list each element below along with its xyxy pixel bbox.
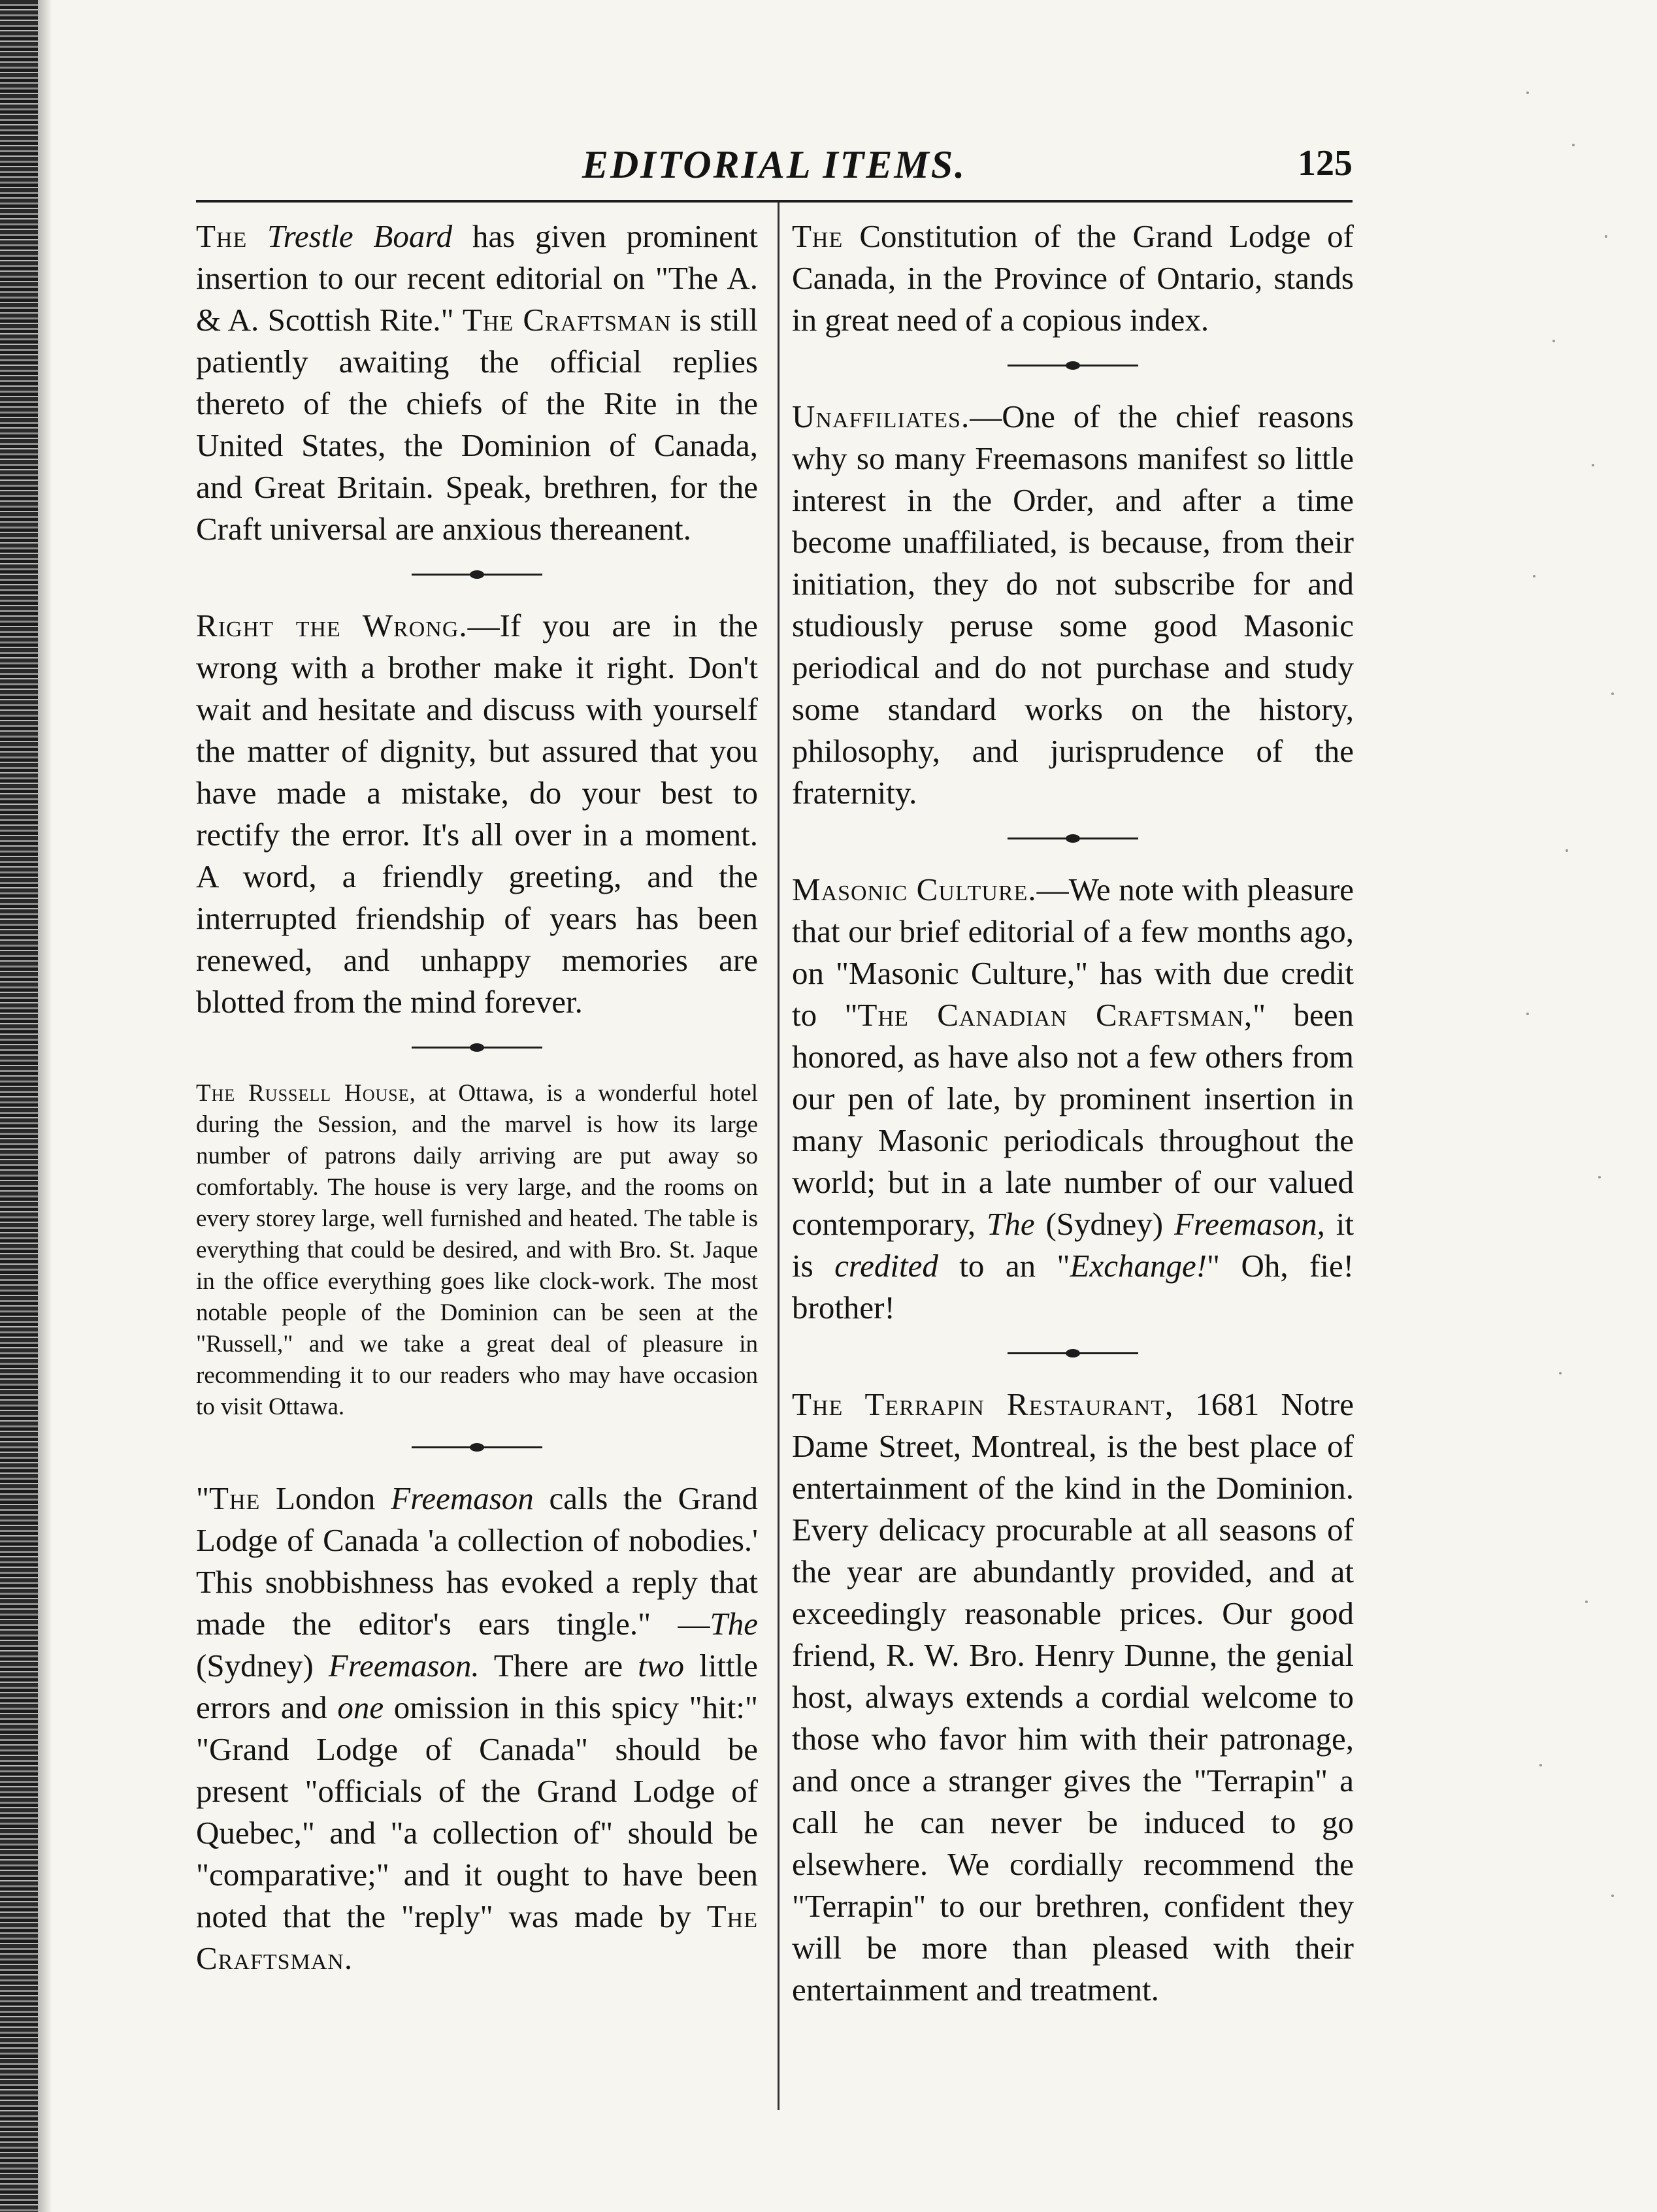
publication-title: The — [987, 1206, 1035, 1242]
terrapin-restaurant-item — [792, 1384, 1354, 2011]
column-divider — [778, 203, 779, 2110]
emphasis: credited — [834, 1248, 938, 1284]
page-number: 125 — [1298, 143, 1353, 184]
item-text: little errors and — [196, 1648, 759, 1725]
item-heading: The Terrapin Restaurant, — [792, 1386, 1174, 1422]
item-text: omission in this spicy "hit:" "Grand Lodge of Canada" should be present "officials of the Grand Lodge of Quebec," and "a collection of" should be "comparative;" and it ought to have been noted that the "reply" was made by — [196, 1689, 758, 1934]
item-text: —We note with pleasure that our brief editorial of a few months ago, on "Masonic Culture," has with due credit to " — [792, 871, 1354, 1033]
item-heading: Right the Wrong. — [196, 608, 468, 643]
russell-house-item — [196, 1078, 758, 1423]
publication-title: Freemason, — [1174, 1206, 1325, 1242]
item-text: calls the Grand Lodge of Canada 'a collection of nobodies.' This snobbishness has evoked a reply that made the editor's ears tingle." — — [196, 1480, 759, 1642]
constitution-item — [792, 216, 1354, 341]
margin-specks — [1513, 65, 1631, 1960]
publication-title: Freemason. — [328, 1648, 480, 1683]
item-heading: The Russell House, — [196, 1080, 416, 1107]
item-text: (Sydney) — [1045, 1206, 1164, 1242]
publication-name: The Craftsman — [462, 302, 672, 338]
item-text: " been honored, as have also not a few others from our pen of late, by prominent insertion in many Masonic periodicals throughout the world; but in a late number of our valued contemporary, — [792, 997, 1354, 1242]
page-header — [196, 137, 1353, 209]
right-the-wrong-item — [196, 605, 758, 1023]
right-column — [792, 216, 1354, 2011]
header-rule — [196, 200, 1353, 203]
book-binding-edge — [0, 0, 38, 2212]
publication-title: Trestle Board — [267, 218, 453, 254]
section-separator — [196, 1432, 758, 1463]
running-title: EDITORIAL ITEMS. — [582, 143, 967, 186]
section-separator — [792, 823, 1354, 854]
item-text: —One of the chief reasons why so many Freemasons manifest so little interest in the Order, and after a time become unaffiliated, is because, from their initiation, they do not subscribe for and studiously peruse some good Masonic periodical and do not purchase and study some standard works on the history, philosophy, and jurisprudence of the fraternity. — [792, 398, 1354, 811]
left-column — [196, 216, 758, 1979]
item-heading: Masonic Culture. — [792, 871, 1037, 907]
item-text: is still patiently awaiting the official replies thereto of the chiefs of the Rite in the United States, the Dominion of Canada, and Great Britain. Speak, brethren, for the Craft universal are anxious thereanent. — [196, 302, 759, 547]
emphasis: two — [638, 1648, 685, 1683]
publication-title: The — [710, 1606, 758, 1642]
trestle-board-item — [196, 216, 758, 550]
quote-mark: " — [196, 1480, 210, 1516]
emphasis: one — [337, 1689, 384, 1725]
publication-title: Freemason — [391, 1480, 534, 1516]
section-separator — [196, 1032, 758, 1064]
london-freemason-item — [196, 1478, 758, 1979]
item-lead: The — [209, 1480, 261, 1516]
item-text: it is — [792, 1206, 1354, 1284]
item-text: to an " — [959, 1248, 1070, 1284]
item-text: London — [276, 1480, 376, 1516]
item-text: —If you are in the wrong with a brother make it right. Don't wait and hesitate and discuss with yourself the matter of dignity, but assured that you have made a mistake, do your best to rectify the error. It's all over in a moment. A word, a friendly greeting, and the interrupted friendship of years has been renewed, and unhappy memories are blotted from the mind forever. — [196, 608, 758, 1020]
publication-name: The Canadian Craftsman, — [857, 997, 1253, 1033]
item-text: " Oh, fie! brother! — [792, 1248, 1354, 1326]
item-text: (Sydney) — [196, 1648, 314, 1683]
item-text: at Ottawa, is a wonderful hotel during the Session, and the marvel is how its large number of patrons daily arriving are put away so comfortably. The house is very large, and the rooms on every storey large, well furnished and heated. The table is everything that could be desired, and with Bro. St. Jaque in the office everything goes like clock-work. The most notable people of the Dominion can be seen at the "Russell," and we take a great deal of pleasure in recommending it to our readers who may have occasion to visit Ottawa. — [196, 1080, 759, 1420]
item-lead: The — [196, 218, 248, 254]
item-lead: The — [792, 218, 844, 254]
publication-name: The Craftsman. — [196, 1898, 758, 1976]
section-separator — [792, 350, 1354, 382]
item-text: 1681 Notre Dame Street, Montreal, is the best place of entertainment of the kind in the Dominion. Every delicacy procurable at all seasons of the year are abundantly provided, and at exceedingly reasonable prices. Our good friend, R. W. Bro. Henry Dunne, the genial host, always extends a cordial welcome to those who favor him with their patronage, and once a stranger gives the "Terrapin" a call he can never be induced to go elsewhere. We cordially recommend the "Terrapin" to our brethren, confident they will be more than pleased with their entertainment and treatment. — [792, 1386, 1354, 2008]
masonic-culture-item — [792, 869, 1354, 1329]
item-text: has given prominent insertion to our recent editorial on "The A. & A. Scottish Rite." — [196, 218, 759, 338]
item-heading: Unaffiliates. — [792, 398, 970, 434]
section-separator — [792, 1338, 1354, 1369]
unaffiliates-item — [792, 396, 1354, 814]
emphasis: Exchange! — [1070, 1248, 1207, 1284]
item-text: Constitution of the Grand Lodge of Canada, in the Province of Ontario, stands in great need of a copious index. — [792, 218, 1354, 338]
item-text: There are — [493, 1648, 623, 1683]
section-separator — [196, 559, 758, 591]
